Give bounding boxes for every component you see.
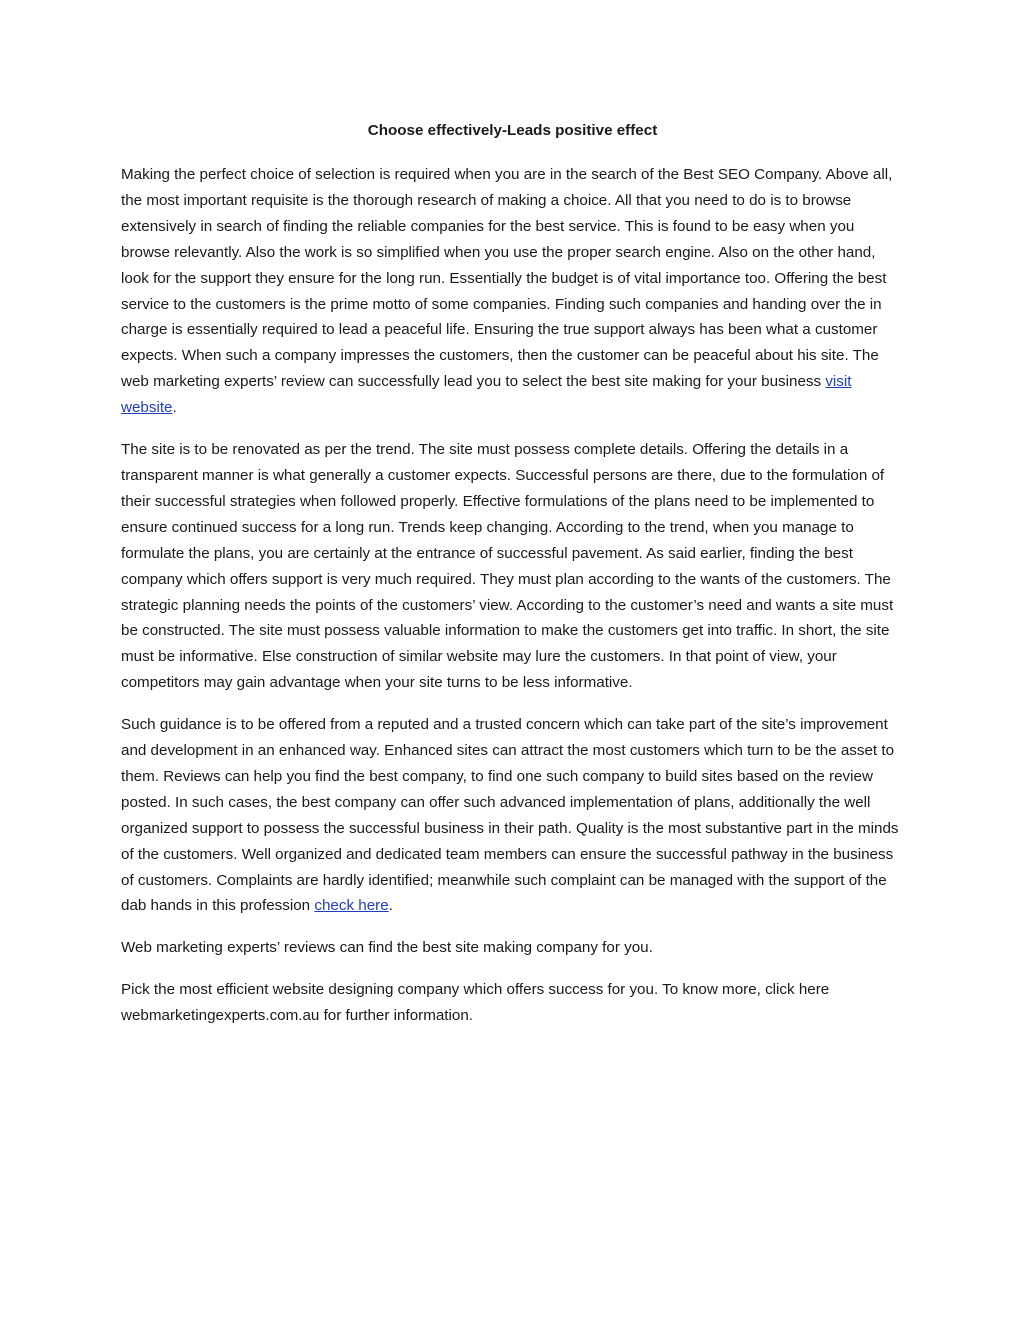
paragraph-3 bbox=[121, 712, 904, 919]
paragraph-1-end: . bbox=[172, 399, 177, 417]
visit-website-link[interactable]: visit website bbox=[121, 373, 852, 417]
paragraph-1 bbox=[121, 162, 904, 421]
check-here-link[interactable]: check here bbox=[314, 897, 389, 915]
paragraph-3-text: Such guidance is to be offered from a reputed and a trusted concern which can take part of the site’s improvement and development in an enhanced way. Enhanced sites can attract the most customers which turn to be the asset to them. Reviews can help you find the best company, to find one such company to build sites based on the review posted. In such cases, the best company can offer such advanced implementation of plans, additionally the well organized support to possess the successful business in their path. Quality is the most substantive part in the minds of the customers. Well organized and dedicated team members can ensure the successful pathway in the business of customers. Complaints are hardly identified; meanwhile such complaint can be managed with the support of the dab hands in this profession bbox=[121, 716, 899, 915]
paragraph-4: Web marketing experts’ reviews can find the best site making company for you. bbox=[121, 939, 653, 957]
paragraph-1-text: Making the perfect choice of selection is required when you are in the search of the Best SEO Company. Above all, the most important requisite is the thorough research of making a choice. All that you need to do is to browse extensively in search of finding the reliable companies for the best service. This is found to be easy when you browse relevantly. Also the work is so simplified when you use the proper search engine. Also on the other hand, look for the support they ensure for the long run. Essentially the budget is of vital importance too. Offering the best service to the customers is the prime motto of some companies. Finding such companies and handing over the in charge is essentially required to lead a peaceful life. Ensuring the true support always has been what a customer expects. When such a company impresses the customers, then the customer can be peaceful about his site. The web marketing experts’ review can successfully lead you to select the best site making for your business bbox=[121, 166, 893, 391]
document-title: Choose effectively-Leads positive effect bbox=[367, 122, 658, 139]
document-body bbox=[121, 120, 904, 1045]
paragraph-3-end: . bbox=[388, 897, 393, 915]
paragraph-5: Pick the most efficient website designing company which offers success for you. To know more, click here webmarketingexperts.com.au for further information. bbox=[121, 981, 830, 1025]
paragraph-2: The site is to be renovated as per the trend. The site must possess complete details. Offering the details in a transparent manner is what generally a customer expects. Successful persons are there, due to the formulation of their successful strategies when followed properly. Effective formulations of the plans need to be implemented to ensure continued success for a long run. Trends keep changing. According to the trend, when you manage to formulate the plans, you are certainly at the entrance of successful pavement. As said earlier, finding the best company which offers support is very much required. They must plan according to the wants of the customers. The strategic planning needs the points of the customers’ view. According to the customer’s need and wants a site must be constructed. The site must possess valuable information to make the customers get into traffic. In short, the site must be informative. Else construction of similar website may lure the customers. In that point of view, your competitors may gain advantage when your site turns to be less informative. bbox=[121, 441, 894, 692]
